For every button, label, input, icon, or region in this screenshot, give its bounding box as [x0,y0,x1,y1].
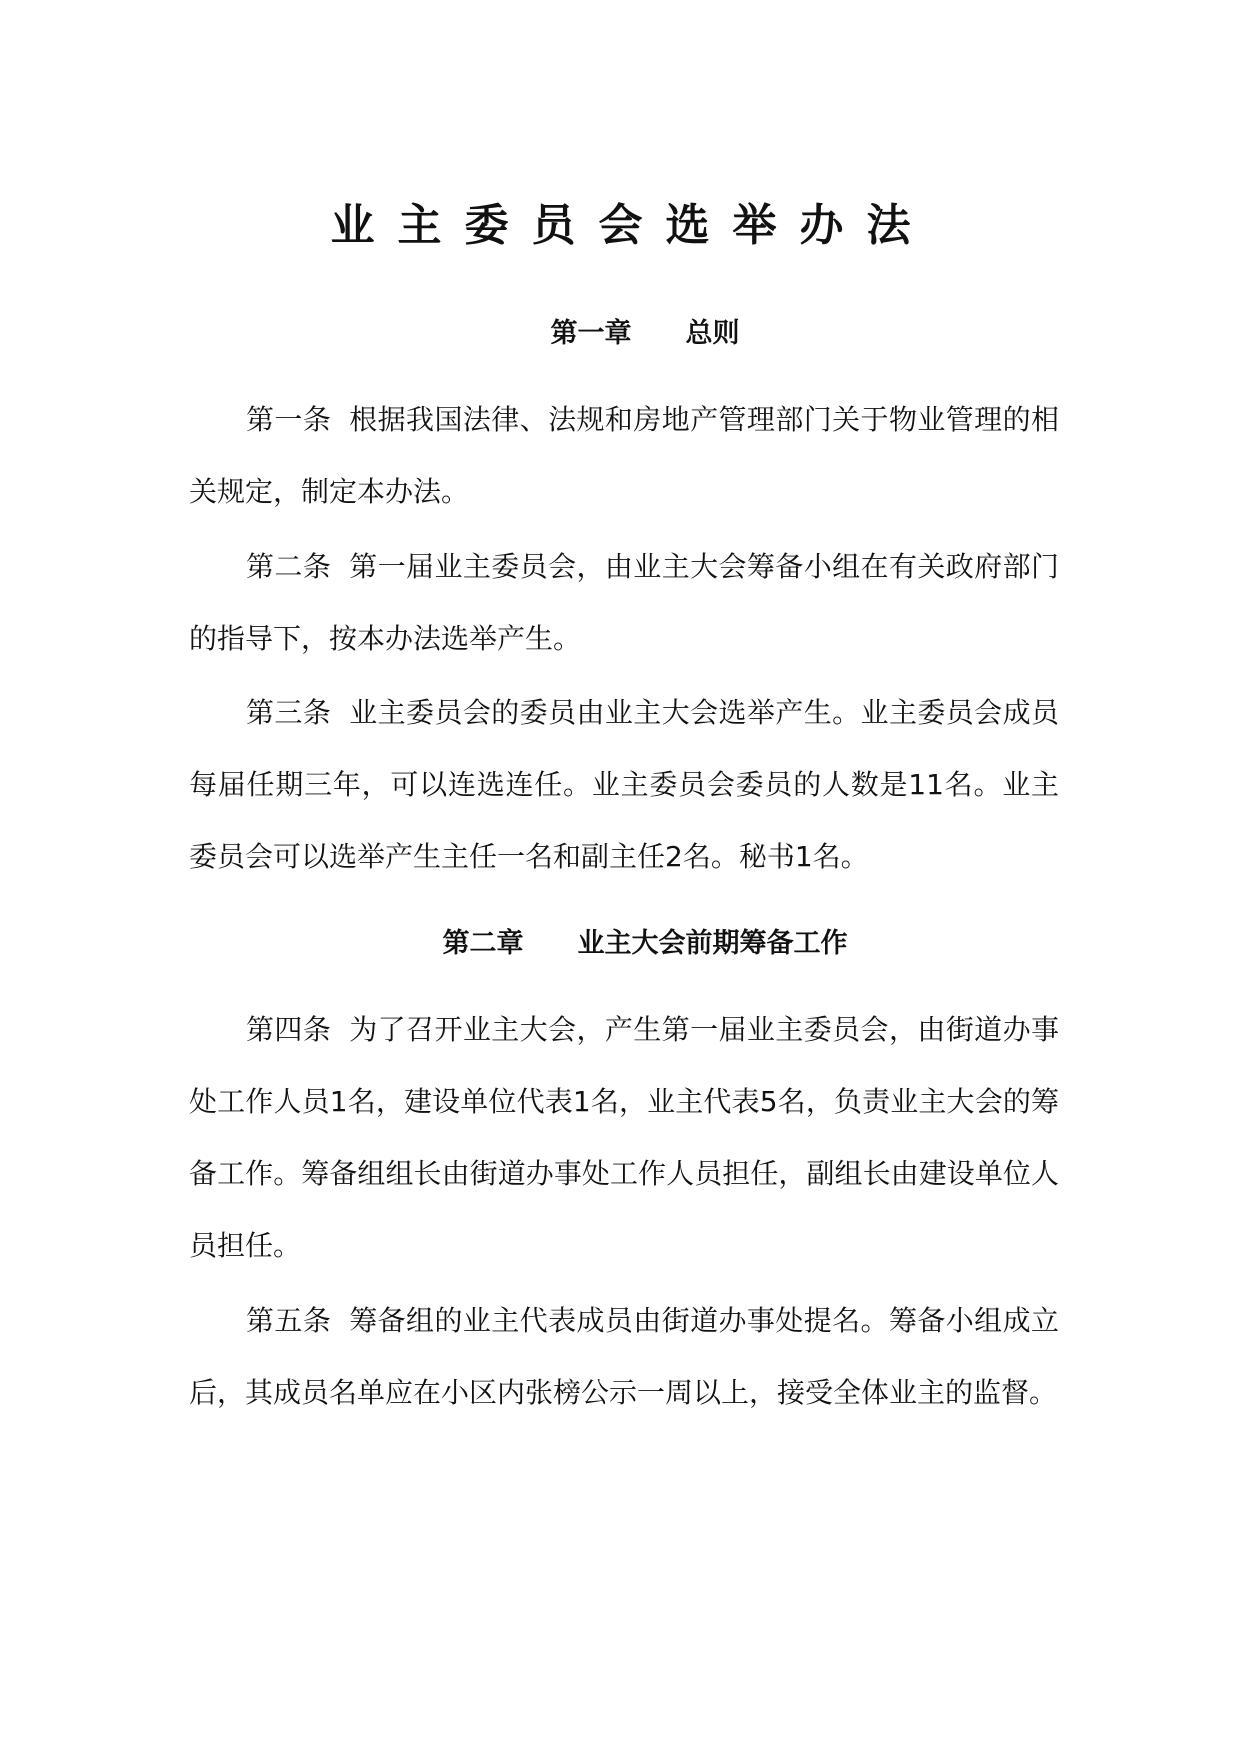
article [189,531,1059,675]
article-text: 业主委员会的委员由业主大会选举产生。业主委员会成员每届任期三年，可以连选连任。业主委员会委员的人数是11名。业主委员会可以选举产生主任一名和副主任2名。秘书1名。 [189,696,1059,873]
article-number: 第五条 [246,1304,332,1337]
article [189,384,1059,528]
chapter-heading: 第一章 总则 [550,318,740,349]
article-number: 第一条 [246,403,332,436]
article-number: 第三条 [246,696,332,729]
document-title: 业主委员会选举办法 [330,200,934,251]
article [189,994,1059,1282]
article [189,677,1059,893]
article-number: 第四条 [246,1013,332,1046]
article-text: 第一届业主委员会，由业主大会筹备小组在有关政府部门的指导下，按本办法选举产生。 [189,550,1059,655]
chapter-heading: 第二章 业主大会前期筹备工作 [442,928,848,959]
article-text: 筹备组的业主代表成员由街道办事处提名。筹备小组成立后，其成员名单应在小区内张榜公示一周以上，接受全体业主的监督。 [189,1304,1059,1409]
article-number: 第二条 [246,550,332,583]
article-text: 为了召开业主大会，产生第一届业主委员会，由街道办事处工作人员1名，建设单位代表1名，业主代表5名，负责业主大会的筹备工作。筹备组组长由街道办事处工作人员担任，副组长由建设单位人员担任。 [189,1013,1059,1262]
article [189,1285,1059,1429]
article-text: 根据我国法律、法规和房地产管理部门关于物业管理的相关规定，制定本办法。 [189,403,1059,508]
